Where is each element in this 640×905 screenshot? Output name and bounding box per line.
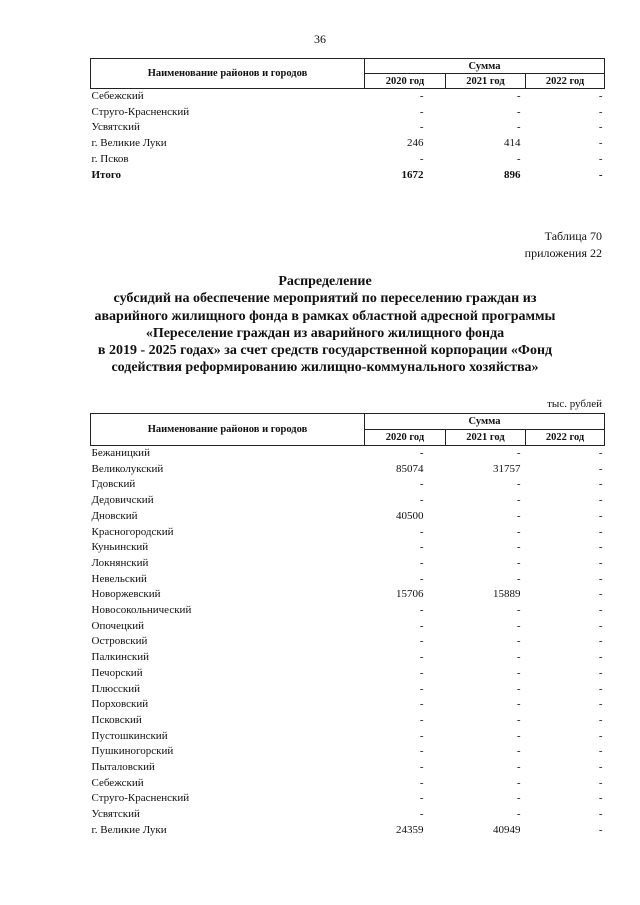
header-sum: Сумма — [365, 59, 605, 74]
value-2020-cell: - — [419, 666, 424, 679]
value-2022-cell: - — [598, 572, 603, 585]
district-name-cell: Невельский — [91, 572, 147, 585]
value-2020-cell: - — [419, 478, 424, 491]
table-row — [91, 477, 605, 493]
value-2021-cell: - — [516, 105, 521, 118]
district-name-cell: Гдовский — [91, 478, 136, 491]
district-name-cell: г. Великие Луки — [91, 823, 167, 836]
district-name-cell: Усвятский — [91, 121, 140, 134]
table-row — [91, 619, 605, 635]
value-2022-cell: - — [598, 105, 603, 118]
table-row — [91, 572, 605, 588]
value-2020-cell: - — [419, 619, 424, 632]
header-year-2022: 2022 год — [526, 430, 605, 446]
title-line: в 2019 - 2025 годах» за счет средств государственной корпорации «Фонд — [97, 343, 553, 359]
total-2022: - — [598, 168, 603, 181]
district-name-cell: Опочецкий — [91, 619, 144, 632]
total-2020: 1672 — [401, 168, 424, 181]
value-2021-cell: - — [516, 651, 521, 664]
table-row — [91, 446, 605, 462]
value-2021-cell: - — [516, 745, 521, 758]
value-2020-cell: - — [419, 556, 424, 569]
value-2020-cell: - — [419, 152, 424, 165]
district-name-cell: Порховский — [91, 698, 149, 711]
value-2020-cell: 24359 — [396, 823, 424, 836]
document-title — [60, 273, 590, 377]
value-2020-cell: - — [419, 447, 424, 459]
value-2021-cell: - — [516, 635, 521, 648]
value-2020-cell: - — [419, 121, 424, 134]
total-label: Итого — [91, 168, 122, 181]
district-name-cell: Новоржевский — [91, 588, 161, 601]
value-2020-cell: 15706 — [396, 588, 424, 601]
value-2021-cell: - — [516, 729, 521, 742]
value-2022-cell: - — [598, 494, 603, 507]
value-2020-cell: - — [419, 651, 424, 664]
district-name-cell: Пыталовский — [91, 761, 155, 774]
table-number-line2: приложения 22 — [524, 246, 602, 260]
value-2021-cell: - — [516, 666, 521, 679]
value-2022-cell: - — [598, 619, 603, 632]
district-name-cell: Усвятский — [91, 808, 140, 821]
value-2020-cell: - — [419, 745, 424, 758]
table-row — [91, 540, 605, 556]
value-2020-cell: 40500 — [396, 509, 424, 522]
header-year-2022: 2022 год — [526, 74, 605, 89]
value-2021-cell: - — [516, 525, 521, 538]
district-name-cell: г. Псков — [91, 152, 129, 165]
title-line: «Переселение граждан из аварийного жилищного фонда — [145, 325, 505, 341]
table-row — [91, 823, 605, 839]
district-name-cell: Островский — [91, 635, 148, 648]
table-row — [91, 509, 605, 525]
table-row — [91, 760, 605, 776]
value-2021-cell: - — [516, 792, 521, 805]
value-2020-cell: 85074 — [396, 462, 424, 475]
value-2020-cell: - — [419, 776, 424, 789]
table-row — [91, 791, 605, 807]
value-2021-cell: - — [516, 541, 521, 554]
district-name-cell: Себежский — [91, 90, 144, 102]
table-row — [91, 697, 605, 713]
value-2020-cell: - — [419, 713, 424, 726]
value-2021-cell: - — [516, 619, 521, 632]
district-name-cell: Струго-Красненский — [91, 792, 190, 805]
page-number: 36 — [314, 32, 326, 46]
value-2021-cell: - — [516, 121, 521, 134]
table-row — [91, 493, 605, 509]
value-2022-cell: - — [598, 713, 603, 726]
total-2021: 896 — [504, 168, 521, 181]
title-line: субсидий на обеспечение мероприятий по переселению граждан из — [113, 291, 537, 307]
value-2021-cell: - — [516, 556, 521, 569]
value-2021-cell: - — [516, 572, 521, 585]
table-row — [91, 556, 605, 572]
table-row — [91, 650, 605, 666]
table-row — [91, 587, 605, 603]
value-2022-cell: - — [598, 666, 603, 679]
value-2022-cell: - — [598, 137, 603, 150]
district-name-cell: Пушкиногорский — [91, 745, 174, 758]
district-name-cell: Плюсский — [91, 682, 141, 695]
value-2021-cell: 31757 — [493, 462, 521, 475]
value-2020-cell: - — [419, 604, 424, 617]
value-2022-cell: - — [598, 556, 603, 569]
table-row — [91, 89, 605, 105]
value-2020-cell: - — [419, 729, 424, 742]
table-row — [91, 776, 605, 792]
table-number-line1: Таблица 70 — [544, 229, 602, 243]
value-2022-cell: - — [598, 729, 603, 742]
header-year-2020: 2020 год — [365, 74, 446, 89]
value-2022-cell: - — [598, 509, 603, 522]
table-row — [91, 105, 605, 121]
value-2020-cell: - — [419, 525, 424, 538]
header-name-column: Наименование районов и городов — [91, 59, 365, 89]
value-2022-cell: - — [598, 808, 603, 821]
title-line: содействия реформированию жилищно-коммунального хозяйства» — [111, 360, 539, 376]
district-name-cell: Псковский — [91, 713, 142, 726]
value-2020-cell: - — [419, 572, 424, 585]
value-2022-cell: - — [598, 792, 603, 805]
value-2022-cell: - — [598, 745, 603, 758]
subsidy-distribution-table — [90, 413, 605, 839]
value-2021-cell: - — [516, 698, 521, 711]
total-row — [91, 168, 605, 184]
table1-body — [91, 89, 605, 184]
table-row — [91, 666, 605, 682]
table-row — [91, 603, 605, 619]
table-row — [91, 152, 605, 168]
table-row — [91, 462, 605, 478]
table-row — [91, 682, 605, 698]
value-2020-cell: - — [419, 90, 424, 102]
value-2022-cell: - — [598, 121, 603, 134]
value-2021-cell: - — [516, 152, 521, 165]
value-2020-cell: - — [419, 635, 424, 648]
table-row — [91, 744, 605, 760]
value-2021-cell: 414 — [504, 137, 521, 150]
header-year-2021: 2021 год — [446, 74, 526, 89]
district-name-cell: Печорский — [91, 666, 143, 679]
value-2020-cell: 246 — [407, 137, 424, 150]
value-2022-cell: - — [598, 776, 603, 789]
value-2021-cell: - — [516, 713, 521, 726]
table-row — [91, 729, 605, 745]
district-name-cell: г. Великие Луки — [91, 137, 167, 150]
value-2020-cell: - — [419, 698, 424, 711]
header-year-2021: 2021 год — [446, 430, 526, 446]
district-name-cell: Дновский — [91, 509, 138, 522]
value-2021-cell: - — [516, 447, 521, 459]
table-row — [91, 136, 605, 152]
value-2022-cell: - — [598, 478, 603, 491]
value-2021-cell: - — [516, 776, 521, 789]
value-2022-cell: - — [598, 525, 603, 538]
value-2021-cell: 40949 — [493, 823, 521, 836]
value-2021-cell: - — [516, 808, 521, 821]
title-line: аварийного жилищного фонда в рамках областной адресной программы — [94, 308, 556, 324]
district-name-cell: Себежский — [91, 776, 144, 789]
district-name-cell: Бежаницкий — [91, 447, 150, 459]
header-year-2020: 2020 год — [365, 430, 446, 446]
value-2021-cell: - — [516, 761, 521, 774]
value-2022-cell: - — [598, 635, 603, 648]
value-2021-cell: - — [516, 682, 521, 695]
unit-label: тыс. рублей — [547, 398, 602, 410]
district-name-cell: Дедовичский — [91, 494, 154, 507]
table2-body — [91, 446, 605, 839]
title-line: Распределение — [278, 274, 372, 289]
value-2022-cell: - — [598, 462, 603, 475]
table-number — [525, 228, 602, 262]
table-row — [91, 634, 605, 650]
value-2022-cell: - — [598, 541, 603, 554]
value-2022-cell: - — [598, 698, 603, 711]
value-2020-cell: - — [419, 682, 424, 695]
value-2022-cell: - — [598, 761, 603, 774]
table-row — [91, 120, 605, 136]
value-2021-cell: - — [516, 604, 521, 617]
value-2021-cell: - — [516, 509, 521, 522]
header-sum: Сумма — [365, 414, 605, 430]
district-name-cell: Великолукский — [91, 462, 164, 475]
value-2022-cell: - — [598, 651, 603, 664]
value-2020-cell: - — [419, 494, 424, 507]
value-2020-cell: - — [419, 761, 424, 774]
value-2020-cell: - — [419, 808, 424, 821]
value-2020-cell: - — [419, 792, 424, 805]
value-2020-cell: - — [419, 105, 424, 118]
district-name-cell: Палкинский — [91, 651, 150, 664]
table-row — [91, 807, 605, 823]
value-2021-cell: - — [516, 494, 521, 507]
value-2022-cell: - — [598, 823, 603, 836]
district-name-cell: Струго-Красненский — [91, 105, 190, 118]
value-2020-cell: - — [419, 541, 424, 554]
district-name-cell: Пустошкинский — [91, 729, 168, 742]
value-2022-cell: - — [598, 447, 603, 459]
table-row — [91, 525, 605, 541]
value-2021-cell: - — [516, 478, 521, 491]
district-name-cell: Локнянский — [91, 556, 149, 569]
value-2021-cell: 15889 — [493, 588, 521, 601]
value-2022-cell: - — [598, 604, 603, 617]
value-2022-cell: - — [598, 90, 603, 102]
value-2022-cell: - — [598, 682, 603, 695]
value-2021-cell: - — [516, 90, 521, 102]
district-name-cell: Новосокольнический — [91, 604, 192, 617]
value-2022-cell: - — [598, 588, 603, 601]
table-row — [91, 713, 605, 729]
header-name-column: Наименование районов и городов — [91, 414, 365, 446]
district-name-cell: Куньинский — [91, 541, 149, 554]
subsidy-table-continued — [90, 58, 605, 183]
value-2022-cell: - — [598, 152, 603, 165]
district-name-cell: Красногородский — [91, 525, 174, 538]
